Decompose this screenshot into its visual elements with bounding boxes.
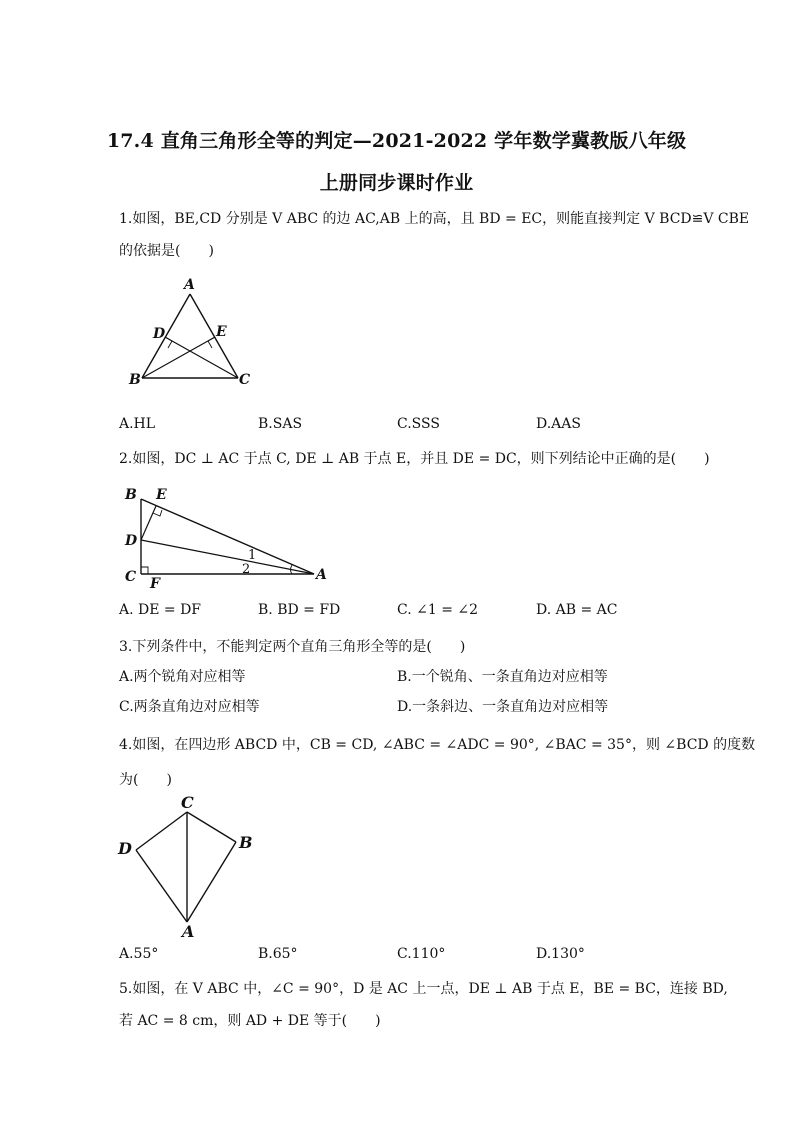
q2-label-angle-1: 1	[248, 548, 257, 563]
q3-option-c[interactable]: C.两条直角边对应相等	[119, 699, 260, 715]
q2-label-E: E	[156, 487, 167, 503]
q5-text-line2: 若 AC = 8 cm，则 AD + DE 等于( )	[119, 1013, 381, 1029]
page-title-line2: 上册同步课时作业	[319, 172, 474, 194]
q3-option-a[interactable]: A.两个锐角对应相等	[119, 669, 246, 685]
q2-option-a[interactable]: A. DE = DF	[119, 602, 202, 618]
q3-option-b[interactable]: B.一个锐角、一条直角边对应相等	[397, 669, 608, 685]
q1-text-line1: 1.如图，BE,CD 分别是 V ABC 的边 AC,AB 上的高，且 BD = EC，则能直接判定 V BCD≌V CBE	[119, 211, 750, 227]
q4-text-line2: 为( )	[119, 772, 172, 788]
q2-label-F: F	[150, 576, 160, 592]
q3-option-d[interactable]: D.一条斜边、一条直角边对应相等	[397, 699, 609, 715]
q2-option-d[interactable]: D. AB = AC	[536, 602, 618, 618]
q1-figure-triangle	[120, 272, 260, 392]
q1-label-A: A	[184, 277, 195, 293]
q4-option-c[interactable]: C.110°	[397, 946, 446, 962]
q4-label-C: C	[181, 793, 194, 812]
q4-label-A: A	[182, 922, 195, 940]
q2-option-c[interactable]: C. ∠1 = ∠2	[397, 602, 479, 618]
q2-label-A: A	[316, 567, 327, 583]
page-title-line1: 17.4 直角三角形全等的判定—2021-2022 学年数学冀教版八年级	[106, 130, 687, 152]
q1-option-c[interactable]: C.SSS	[397, 416, 440, 432]
q1-text-line2: 的依据是( )	[119, 243, 214, 259]
q3-text-line1: 3.下列条件中，不能判定两个直角三角形全等的是( )	[119, 639, 466, 655]
q5-text-line1: 5.如图，在 V ABC 中，∠C = 90°，D 是 AC 上一点，DE ⊥ AB 于点 E，BE = BC，连接 BD,	[119, 981, 728, 997]
q2-option-b[interactable]: B. BD = FD	[258, 602, 341, 618]
q1-label-E: E	[216, 324, 227, 340]
q4-option-b[interactable]: B.65°	[258, 946, 298, 962]
q4-option-d[interactable]: D.130°	[536, 946, 585, 962]
q1-label-C: C	[239, 372, 251, 388]
q4-option-a[interactable]: A.55°	[119, 946, 159, 962]
q1-option-d[interactable]: D.AAS	[536, 416, 581, 432]
q2-label-B: B	[125, 487, 137, 503]
q1-option-b[interactable]: B.SAS	[258, 416, 303, 432]
q4-text-line1: 4.如图，在四边形 ABCD 中，CB = CD, ∠ABC = ∠ADC = 90°, ∠BAC = 35°，则 ∠BCD 的度数	[119, 737, 756, 753]
q4-label-B: B	[239, 833, 253, 852]
q1-label-B: B	[129, 372, 141, 388]
q2-figure-triangle	[120, 484, 340, 594]
q2-label-D: D	[125, 533, 138, 549]
q2-text-line1: 2.如图，DC ⊥ AC 于点 C, DE ⊥ AB 于点 E，并且 DE = DC，则下列结论中正确的是( )	[119, 451, 710, 467]
q1-option-a[interactable]: A.HL	[119, 416, 156, 432]
q4-label-D: D	[118, 839, 132, 858]
q4-figure-quadrilateral	[114, 792, 264, 940]
q2-label-C: C	[125, 569, 137, 585]
q1-label-D: D	[153, 326, 166, 342]
q2-label-angle-2: 2	[242, 562, 251, 577]
